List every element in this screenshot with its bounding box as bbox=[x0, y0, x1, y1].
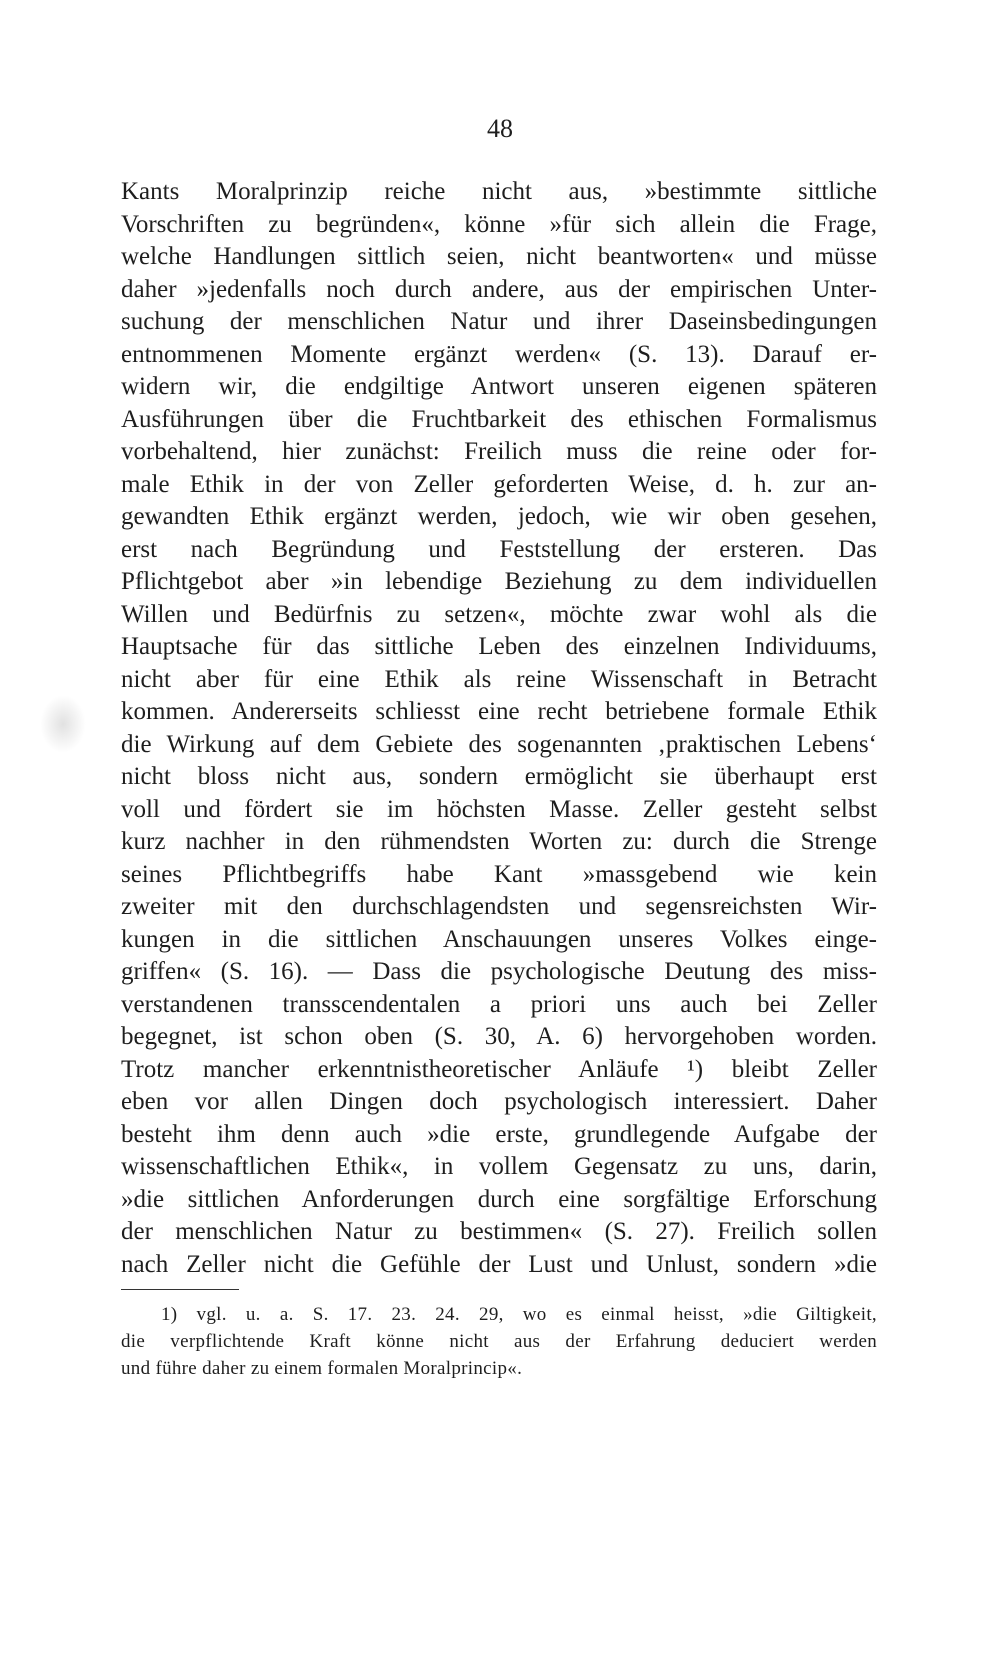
text-line: die Wirkung auf dem Gebiete des sogenannten ‚praktischen Lebens‘ bbox=[121, 730, 877, 758]
text-line: nicht aber für eine Ethik als reine Wissenschaft in Betracht bbox=[121, 665, 877, 693]
text-line: male Ethik in der von Zeller geforderten Weise, d. h. zur an- bbox=[121, 470, 877, 498]
text-line: Ausführungen über die Fruchtbarkeit des ethischen Formalismus bbox=[121, 405, 877, 433]
text-line: Vorschriften zu begründen«, könne »für sich allein die Frage, bbox=[121, 210, 877, 238]
text-line: kungen in die sittlichen Anschauungen unseres Volkes einge- bbox=[121, 925, 877, 953]
text-line: zweiter mit den durchschlagendsten und segensreichsten Wir- bbox=[121, 893, 877, 920]
text-line: Trotz mancher erkenntnistheoretischer Anläufe ¹) bleibt Zeller bbox=[121, 1055, 877, 1083]
text-line: nicht bloss nicht aus, sondern ermöglicht sie überhaupt erst bbox=[121, 763, 877, 790]
text-line: griffen« (S. 16). — Dass die psychologische Deutung des miss- bbox=[121, 958, 877, 985]
text-line: der menschlichen Natur zu bestimmen« (S. 27). Freilich sollen bbox=[121, 1218, 877, 1245]
text-line: vorbehaltend, hier zunächst: Freilich muss die reine oder for- bbox=[121, 438, 877, 465]
text-line: »die sittlichen Anforderungen durch eine sorgfältige Erforschung bbox=[121, 1185, 877, 1213]
footnote-line: die verpflichtende Kraft könne nicht aus der Erfahrung deduciert werden bbox=[121, 1331, 877, 1352]
text-line: nach Zeller nicht die Gefühle der Lust und Unlust, sondern »die bbox=[121, 1250, 877, 1278]
text-line: wissenschaftlichen Ethik«, in vollem Gegensatz zu uns, darin, bbox=[121, 1153, 877, 1180]
text-line: voll und fördert sie im höchsten Masse. Zeller gesteht selbst bbox=[121, 795, 877, 823]
footnote-divider bbox=[121, 1289, 239, 1290]
footnote bbox=[121, 1301, 877, 1382]
text-line: entnommenen Momente ergänzt werden« (S. 13). Darauf er- bbox=[121, 340, 877, 368]
text-line: gewandten Ethik ergänzt werden, jedoch, wie wir oben gesehen, bbox=[121, 503, 877, 530]
text-line: besteht ihm denn auch »die erste, grundlegende Aufgabe der bbox=[121, 1120, 877, 1148]
text-line: Willen und Bedürfnis zu setzen«, möchte zwar wohl als die bbox=[121, 600, 877, 628]
text-line: suchung der menschlichen Natur und ihrer Daseinsbedingungen bbox=[121, 308, 877, 335]
text-line: kurz nachher in den rühmendsten Worten zu: durch die Strenge bbox=[121, 828, 877, 855]
text-line: daher »jedenfalls noch durch andere, aus der empirischen Unter- bbox=[121, 275, 877, 303]
text-line: Hauptsache für das sittliche Leben des einzelnen Individuums, bbox=[121, 633, 877, 660]
text-line: begegnet, ist schon oben (S. 30, A. 6) hervorgehoben worden. bbox=[121, 1023, 877, 1050]
text-line: Pflichtgebot aber »in lebendige Beziehung zu dem individuellen bbox=[121, 568, 877, 595]
body-text bbox=[121, 176, 877, 1281]
footnote-line: 1) vgl. u. a. S. 17. 23. 24. 29, wo es einmal heisst, »die Giltigkeit, bbox=[161, 1304, 877, 1325]
text-line: seines Pflichtbegriffs habe Kant »massgebend wie kein bbox=[121, 860, 877, 888]
footnote-line: und führe daher zu einem formalen Moralprincip«. bbox=[121, 1358, 523, 1379]
text-line: kommen. Andererseits schliesst eine recht betriebene formale Ethik bbox=[121, 698, 877, 725]
text-line: eben vor allen Dingen doch psychologisch interessiert. Daher bbox=[121, 1088, 877, 1115]
text-line: verstandenen transscendentalen a priori uns auch bei Zeller bbox=[121, 990, 877, 1018]
text-line: widern wir, die endgiltige Antwort unseren eigenen späteren bbox=[121, 373, 877, 400]
paper-smudge bbox=[40, 695, 86, 753]
page-number: 48 bbox=[487, 114, 513, 143]
text-line: welche Handlungen sittlich seien, nicht beantworten« und müsse bbox=[121, 243, 877, 270]
text-line: erst nach Begründung und Feststellung der ersteren. Das bbox=[121, 535, 877, 563]
text-line: Kants Moralprinzip reiche nicht aus, »bestimmte sittliche bbox=[121, 178, 877, 205]
